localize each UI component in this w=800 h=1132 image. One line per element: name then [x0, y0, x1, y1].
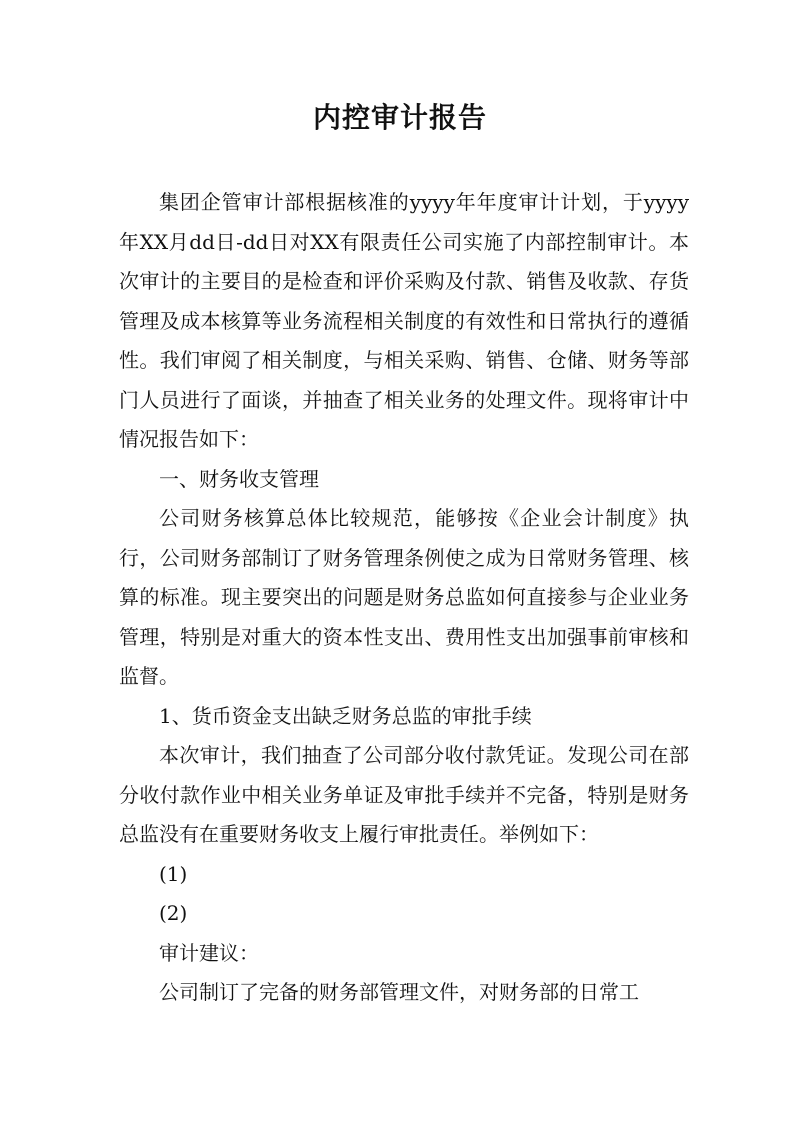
paragraph-intro: 集团企管审计部根据核准的yyyy年年度审计计划，于yyyy年XX月dd日-dd日对XX有限责任公司实施了内部控制审计。本次审计的主要目的是检查和评价采购及付款、销售及收款、存货管理及成本核算等业务流程相关制度的有效性和日常执行的遵循性。我们审阅了相关制度，与相关采购、销售、仓储、财务等部门人员进行了面谈，并抽查了相关业务的处理文件。现将审计中情况报告如下： [119, 190, 689, 451]
document-title: 内控审计报告 [312, 101, 487, 134]
subsection-heading-cash-approval: 1、货币资金支出缺乏财务总监的审批手续 [159, 703, 532, 728]
document-body [119, 183, 689, 1013]
audit-suggestion-heading: 审计建议： [159, 940, 259, 965]
list-item-1: (1) [159, 861, 188, 886]
paragraph-audit-findings: 本次审计，我们抽查了公司部分收付款凭证。发现公司在部分收付款作业中相关业务单证及审批手续并不完备，特别是财务总监没有在重要财务收支上履行审批责任。举例如下： [119, 743, 689, 846]
paragraph-suggestion: 公司制订了完备的财务部管理文件，对财务部的日常工 [159, 980, 639, 1004]
list-item-2: (2) [159, 901, 188, 925]
section-heading-finance: 一、财务收支管理 [159, 466, 319, 491]
paragraph-finance-overview: 公司财务核算总体比较规范，能够按《企业会计制度》执行，公司财务部制订了财务管理条例使之成为日常财务管理、核算的标准。现主要突出的问题是财务总监如何直接参与企业业务管理，特别是对重大的资本性支出、费用性支出加强事前审核和监督。 [119, 506, 689, 688]
